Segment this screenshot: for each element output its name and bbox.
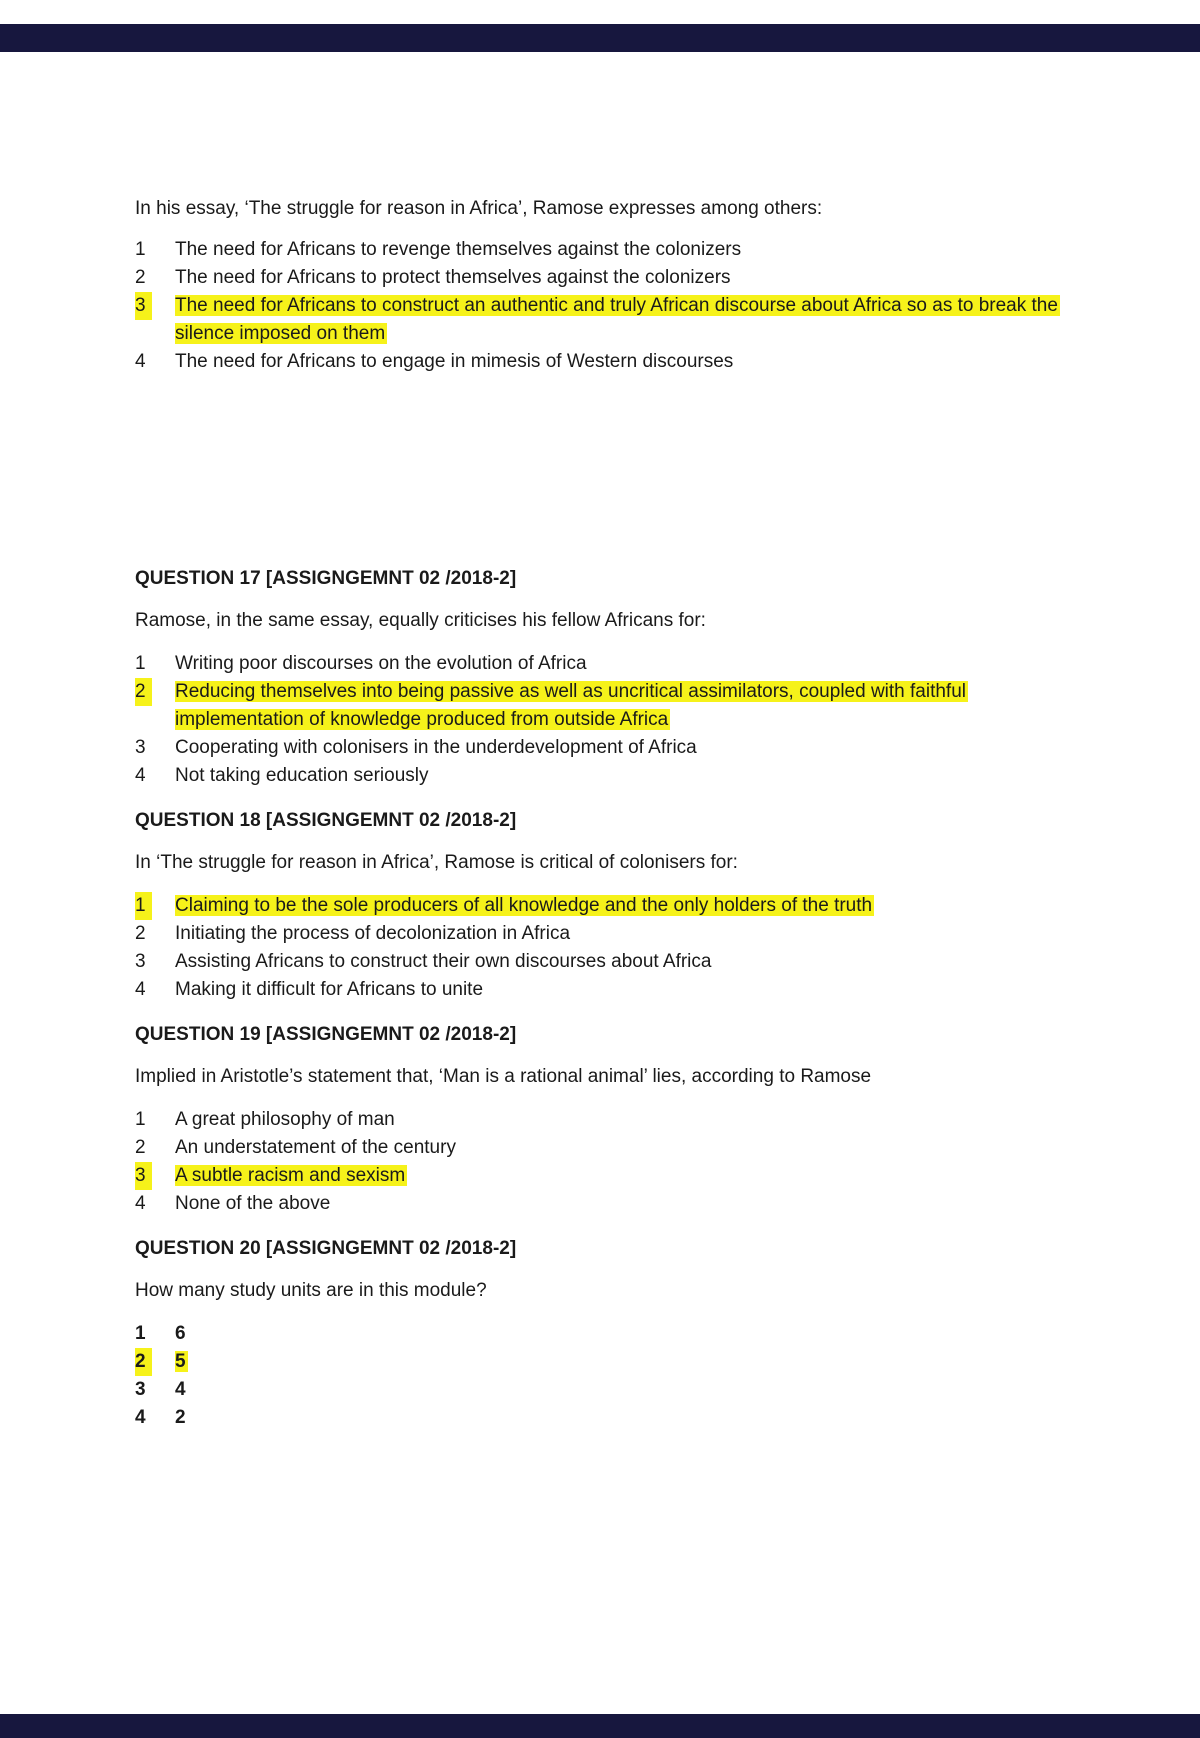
option-number: 2 — [135, 267, 146, 288]
option-text: Reducing themselves into being passive as well as uncritical assimilators, coupled with faithful implementation of knowledge produced from outside Africa — [175, 681, 966, 730]
option-text: Assisting Africans to construct their own discourses about Africa — [175, 951, 712, 972]
option-number: 3 — [135, 737, 146, 758]
option-text: Writing poor discourses on the evolution of Africa — [175, 653, 587, 674]
option-text: Not taking education seriously — [175, 765, 429, 786]
spacer — [135, 790, 1070, 808]
option-text: A subtle racism and sexism — [175, 1165, 406, 1186]
option-number: 4 — [135, 351, 146, 372]
option-item-highlighted — [135, 1348, 1070, 1376]
question-20-heading: QUESTION 20 [ASSIGNGEMNT 02 /2018-2] — [135, 1238, 517, 1259]
option-item — [135, 948, 1070, 976]
option-text: The need for Africans to construct an authentic and truly African discourse about Africa so as to break the silence imposed on them — [175, 295, 1058, 344]
question-20-stem: How many study units are in this module? — [135, 1280, 487, 1301]
option-item — [135, 920, 1070, 948]
option-item-highlighted — [135, 678, 1070, 734]
option-number: 1 — [135, 1109, 146, 1130]
question-16-options — [135, 236, 1070, 376]
option-text: Making it difficult for Africans to unite — [175, 979, 484, 1000]
option-number: 3 — [135, 1379, 146, 1400]
top-border-band — [0, 24, 1200, 52]
option-item-highlighted — [135, 892, 1070, 920]
option-item — [135, 976, 1070, 1004]
option-number: 4 — [135, 1407, 146, 1428]
option-number: 1 — [135, 1323, 146, 1344]
option-text: Cooperating with colonisers in the underdevelopment of Africa — [175, 737, 697, 758]
option-text: Claiming to be the sole producers of all knowledge and the only holders of the truth — [175, 895, 873, 916]
option-item — [135, 1404, 1070, 1432]
question-19-heading: QUESTION 19 [ASSIGNGEMNT 02 /2018-2] — [135, 1024, 517, 1045]
option-item — [135, 734, 1070, 762]
option-number: 2 — [135, 1137, 146, 1158]
question-19-stem: Implied in Aristotle’s statement that, ‘Man is a rational animal’ lies, according to Ramose — [135, 1066, 872, 1087]
option-number: 3 — [135, 292, 152, 320]
option-text: 6 — [175, 1323, 186, 1344]
question-17-heading: QUESTION 17 [ASSIGNGEMNT 02 /2018-2] — [135, 568, 517, 589]
question-20 — [135, 1236, 1070, 1432]
spacer — [135, 1004, 1070, 1022]
question-20-options — [135, 1320, 1070, 1432]
option-number: 1 — [135, 653, 146, 674]
option-text: None of the above — [175, 1193, 331, 1214]
question-18-heading: QUESTION 18 [ASSIGNGEMNT 02 /2018-2] — [135, 810, 517, 831]
spacer — [135, 376, 1070, 566]
option-item — [135, 762, 1070, 790]
option-number: 3 — [135, 951, 146, 972]
question-16-stem: In his essay, ‘The struggle for reason in Africa’, Ramose expresses among others: — [135, 198, 823, 219]
question-19 — [135, 1022, 1070, 1218]
option-text: A great philosophy of man — [175, 1109, 395, 1130]
option-item — [135, 1320, 1070, 1348]
bottom-border-band — [0, 1714, 1200, 1738]
option-text: The need for Africans to engage in mimesis of Western discourses — [175, 351, 734, 372]
question-18-options — [135, 892, 1070, 1004]
option-item — [135, 264, 1070, 292]
question-16 — [135, 196, 1070, 376]
option-item — [135, 348, 1070, 376]
option-text: 4 — [175, 1379, 186, 1400]
option-item — [135, 1190, 1070, 1218]
option-number: 4 — [135, 979, 146, 1000]
document-page — [135, 196, 1070, 1432]
question-17 — [135, 566, 1070, 790]
option-item — [135, 1134, 1070, 1162]
option-text: The need for Africans to protect themselves against the colonizers — [175, 267, 731, 288]
option-number: 3 — [135, 1162, 152, 1190]
question-18-stem: In ‘The struggle for reason in Africa’, Ramose is critical of colonisers for: — [135, 852, 738, 873]
option-number: 1 — [135, 239, 146, 260]
option-number: 2 — [135, 1348, 152, 1376]
option-number: 2 — [135, 923, 146, 944]
option-number: 4 — [135, 1193, 146, 1214]
option-number: 4 — [135, 765, 146, 786]
option-text: Initiating the process of decolonization in Africa — [175, 923, 571, 944]
option-text: 2 — [175, 1407, 186, 1428]
option-text: 5 — [175, 1351, 186, 1372]
option-number: 1 — [135, 892, 152, 920]
question-18 — [135, 808, 1070, 1004]
option-item — [135, 236, 1070, 264]
question-19-options — [135, 1106, 1070, 1218]
option-number: 2 — [135, 678, 152, 706]
option-item — [135, 650, 1070, 678]
option-text: The need for Africans to revenge themselves against the colonizers — [175, 239, 742, 260]
spacer — [135, 1218, 1070, 1236]
option-item-highlighted — [135, 1162, 1070, 1190]
option-item-highlighted — [135, 292, 1070, 348]
option-item — [135, 1106, 1070, 1134]
option-text: An understatement of the century — [175, 1137, 456, 1158]
question-17-options — [135, 650, 1070, 790]
option-item — [135, 1376, 1070, 1404]
question-17-stem: Ramose, in the same essay, equally criticises his fellow Africans for: — [135, 610, 706, 631]
